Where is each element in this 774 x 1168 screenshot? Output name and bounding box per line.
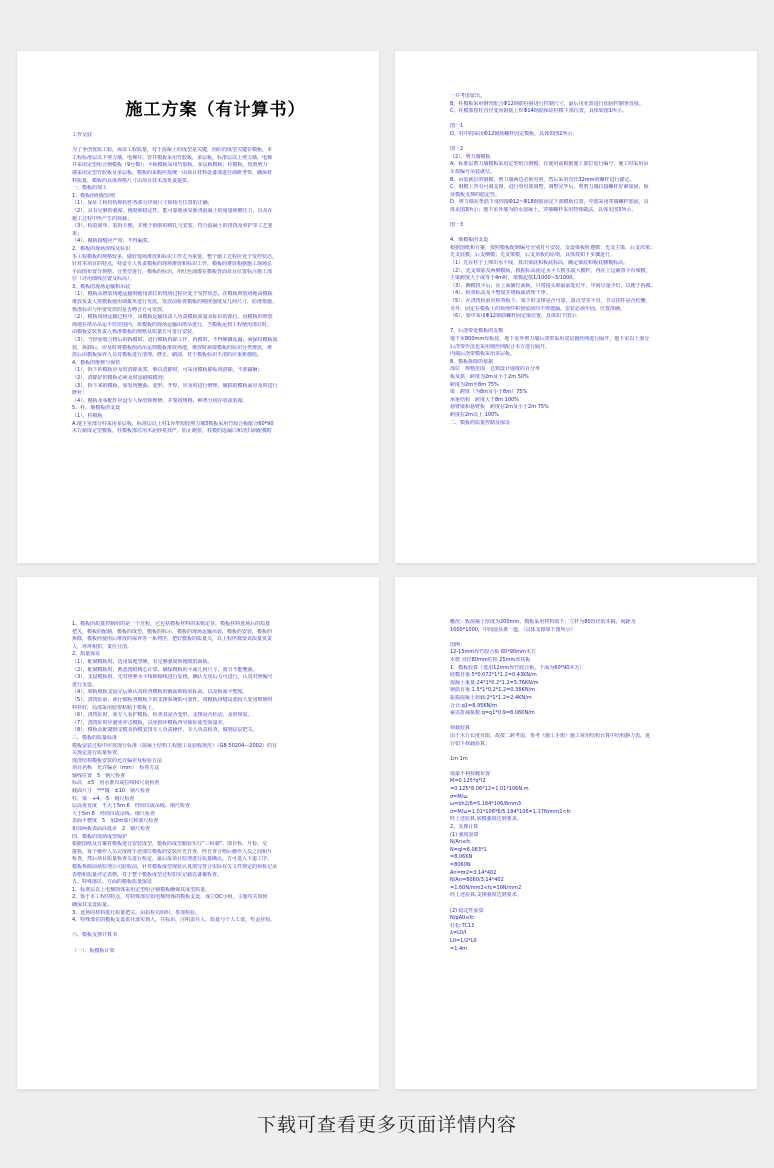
- text-line: 1、标准层以上电梯筒体采用定型组合钢模板确保其成型质量。: [72, 886, 211, 893]
- text-line: =1.60N/mm2<fc=10N/mm2: [450, 884, 522, 891]
- text-line: 井采用定型组合钢模板（9号模）；平板模板采用竹胶板、多层板模板；柱模板，短肢剪力: [72, 162, 268, 169]
- text-line: An=πr2=3.14*402: [450, 869, 497, 876]
- text-line: N/φA0≤fc: [450, 915, 475, 922]
- text-line: （3）、当经验收合格后的拆模时，进行模板拆除工作。拆模时，不得硬撬乱敲，须保持模板质: [72, 337, 278, 344]
- text-line: （2）、剪力墙模板: [450, 153, 491, 160]
- text-line: 工作交底: [72, 132, 93, 138]
- text-line: （3）、拆下来的模板，如发现翘曲、变形、开焊，应及时进行修理，破损的模板面应及时进行: [72, 382, 278, 389]
- text-line: （2）、模板现场运输过程中，由模板运输负责人负责模板质量及标识的部位，因模板的堆放: [72, 314, 273, 321]
- text-line: 承重结构 跨度大于8m 100%: [450, 396, 519, 403]
- text-line: 1000*1000，中间设扶条一道，（具体支撑如下图所示）: [450, 626, 576, 633]
- text-line: 四、模板的现场成型保护: [72, 833, 128, 840]
- text-line: 图一3: [450, 222, 464, 229]
- text-line: （一）、板模板计算: [72, 947, 115, 954]
- text-line: （3）、侧模找平后，在上面铺钉面板，只将接头和最前处钉牢，中间尽量少钉，以便于拆模。: [450, 282, 656, 289]
- text-line: 求；: [72, 230, 83, 237]
- text-line: N=ql=8.063*1: [450, 846, 487, 853]
- text-line: 表面平整度 5 用2m靠尺和塞尺检查: [72, 818, 159, 825]
- text-line: 合计:q1=8.95KN/m: [450, 702, 497, 709]
- text-line: C、钢模上背有可调支撑，进行垂直度调整，调整完毕后，剪剪力墙拉接螺杆好紧加固，保: [450, 184, 649, 191]
- text-line: λ=L0/I: [450, 930, 467, 937]
- text-line: [72, 925, 359, 933]
- text-line: 六、模板支撑计算书: [72, 932, 118, 939]
- document-page-2: [395, 51, 757, 563]
- text-line: A、标准层剪力墙模板采用定型组合钢模，在使用前根据施工部位进行编号，施工时采用吊: [450, 161, 649, 168]
- text-line: 荷载验算: [450, 725, 471, 732]
- text-line: [450, 321, 737, 329]
- text-line: 二、模板的质量控制及保证: [450, 419, 511, 426]
- text-line: 确保其支设质量。: [72, 901, 113, 908]
- text-line: 梁 跨度（为8m及小于8m）75%: [450, 389, 528, 396]
- text-line: 进行支设。: [72, 681, 98, 688]
- text-line: （1）、模板从堆放场地运输到使用部位的现场过程应处于受控状态，在模板堆放场地由模板: [72, 291, 273, 298]
- text-line: （1）先在柱子上弹出水平线，算出梁底和板底标高，确定梁底和板底侧模标高。: [450, 260, 629, 267]
- text-line: 为了争创优质工程，保证工程质量，对于混凝土的成型是关键，而砼的成型关键在模板。本: [72, 147, 273, 154]
- text-line: 混凝土重量:24*1*0.2*1.2=5.76KN/m: [450, 679, 539, 686]
- text-line: 现浇结构模板安装的允许偏差及检验方法: [72, 757, 163, 764]
- text-line: 根据图纸和方案，按照模板配制编号分别对号安装，支设梁板时遵循：先支主梁，后支次梁；: [450, 244, 656, 251]
- text-line: 1、模板的组配原则: [72, 192, 116, 199]
- text-line: 标高 ±5 用水准仪或拉线和尺量检查: [72, 780, 160, 787]
- text-line: （1）、柱模板: [72, 412, 103, 419]
- text-line: (2) 稳定性验算: [450, 907, 484, 914]
- text-line: （2）、先支梁底及两侧模板，根据标高固定水平大楞木或大横杆，再在上边铺置平台梁模，: [450, 267, 651, 274]
- text-line: [450, 763, 737, 771]
- text-line: 钢筋自重:1.5*1*0.2*1.2=0.36KN/m: [450, 687, 536, 694]
- text-line: M=0.125*q*l2: [450, 778, 486, 785]
- text-line: [72, 940, 359, 948]
- text-line: 经上述验算,支撑强度达到要求。: [450, 892, 522, 899]
- text-line: 五、特殊部位、方面的模板质量保证: [72, 879, 153, 886]
- text-line: （1）、拆下的模板应及时清除灰浆，难以清除时，可采用模板除垢剂清除，不准敲砸；: [72, 367, 263, 374]
- text-line: 2、模板的现场放线及标识: [72, 245, 131, 252]
- text-line: 检查，然后项目质量检查员进行检定，最后报项目监理进行质量确认，方可进入下道工序。: [72, 856, 273, 863]
- text-line: 拆除，模板经使用后堆放的保养等一系列序，把好模板的质量关，以上程序都要该质量负责: [72, 636, 273, 643]
- text-line: （2）、配制模板时，熟悉图纸精心计算，确保模板的平面几何尺寸，而且不能翘曲。: [72, 666, 258, 673]
- text-line: 图一2: [450, 146, 464, 153]
- text-line: （7）、浇筑砼时应避免冲击模板，以免损坏模板再导致砼成型质量差。: [72, 719, 228, 726]
- text-line: 柱、梁 +4，-5 钢尺检查: [72, 795, 135, 802]
- text-line: （6）、浇筑砼时，须专人看护模板，检查其是否变形，支撑是否松动，及时恢复。: [72, 712, 253, 719]
- page-2-text: [450, 93, 737, 427]
- text-line: 行如下荷载验算：: [450, 740, 491, 747]
- text-line: 大于5m 8 经纬仪或吊线、钢尺检查: [72, 810, 155, 817]
- text-line: 先支底模，后支侧模；先支梁模，后支顶板的原则，具体按如下步骤进行。: [450, 252, 616, 259]
- text-line: 状，拆卸后，应及时将模板组而吊运到模板堆放场地，堆放时须按模板的标识分类堆放，堆: [72, 344, 273, 351]
- text-line: 振捣混凝土荷载:2*1*1.2=2.4KN/m: [450, 694, 532, 701]
- page-1-text: [72, 132, 359, 436]
- text-line: 料质量，模板的具体规格尺寸由项目技术部负责提供。: [72, 177, 193, 184]
- text-line: A.地下室部分柱采用多层板，标准层以上柱1异形短肢剪力墙3模板采用竹胶合板配合60*90: [72, 420, 274, 427]
- text-line: 部位 规格范围 达到设计强度的百分率: [450, 366, 541, 373]
- text-line: 针对本项目的特点，特设专人负责模板的现场堆放和标识工作，模板的堆放根据施工现场总: [72, 261, 273, 268]
- download-more-link[interactable]: 下载可查看更多页面详情内容: [256, 1114, 517, 1136]
- text-line: D、剪力墙在垫筋下部焊接Φ12~Φ18钢筋固定下部模板位置，中部采用穿墙螺杆加固，具: [450, 199, 649, 206]
- text-line: 证模板支撑的稳定性。: [450, 191, 501, 198]
- text-line: （4）、检查标高及平整度并将板面清理干净。: [450, 290, 551, 297]
- text-line: 平面图布置分规格、分类型进行，模板的标识，用红色油漆在模板背面显目位置标注施工部: [72, 268, 273, 275]
- text-line: （1）、配制模板时，选用质地坚硬，有足够强度和刚度的面板。: [72, 658, 213, 665]
- text-line: 放后由模板保养人员对模板进行清理、修正、刷油，对于模板标识不清的应重新描绘。: [72, 352, 263, 359]
- text-line: 模板拆除前须监理公司验收前，针对模板成型现状认真填写符合实际有关文件规定的预检记录: [72, 864, 278, 870]
- text-line: 施工过程中所产生的荷载；: [72, 215, 133, 222]
- text-line: 7、后浇带处模板的支模: [450, 328, 504, 335]
- text-line: 表格和质量评定表格，对于整个模板成型过程如实记载以备案检查。: [72, 871, 223, 878]
- text-line: （5）、浇筑砼前，须仔细检查模板下的支撑系统的可靠性，将模板拼缝局部较大处用玻璃材: [72, 696, 273, 703]
- text-line: 杠松:TC13: [450, 922, 475, 929]
- text-line: 4、特殊部位的模板支设责任落实到人，并标识，注明责任人，质量与个人工资，奖金挂钩。: [72, 917, 276, 924]
- text-line: （2）、清除好的模板必须及时涂刷脱模剂；: [72, 375, 168, 381]
- text-line: 1、模板验算（选用12mm厚竹胶合板，下面为60*90木方）: [450, 664, 585, 671]
- text-line: =8060N: [450, 862, 471, 868]
- text-line: 把关，模板的配制，模板的成型，模板的标示，模板的现场运输吊装，模板的安装，模板的: [72, 628, 273, 635]
- text-line: （8）、模板从配制到支模及拆模安排专人负责操作，专人负责检查，做到层层把关。: [72, 727, 258, 734]
- text-line: 接检，每个操作人员完成班手还部位模板的安装应先自查，经自查合格后操作人员之间相互: [72, 848, 273, 855]
- text-line: 后浇带作法也采用钢丝网配合木方进行隔开。: [450, 343, 551, 350]
- page-1-content: [72, 95, 359, 436]
- text-line: 木楞 直径80mm杠检 25mm厚扶板: [450, 656, 531, 663]
- text-line: 主梁跨度大于或等于4m时，梁模起拱1/1000~3/1000。: [450, 275, 578, 282]
- text-line: 板及拱 跨度为2m及小于2m 50%: [450, 373, 529, 380]
- text-line: 12-15mm厚竹胶合板 60*90mm木方: [450, 649, 536, 656]
- text-line: C、柱模部按柱直径变向钢筋上焊Φ14钢筋保证柱模下部位置，具体如图1所示。: [450, 108, 627, 115]
- text-line: 一并考虑留出。: [450, 93, 486, 99]
- text-line: 工程标准层以下剪力墙、电梯井、管井模板采用竹胶板，多层板，标准层以上剪力墙、电梯: [72, 154, 273, 161]
- text-line: [450, 718, 737, 726]
- text-line: 修补；: [72, 390, 88, 397]
- text-line: ω=bh2/6=5.184*106/6mm3: [450, 801, 522, 808]
- text-line: =1.4m: [450, 945, 468, 952]
- text-line: 4、梁模板的支设: [450, 237, 489, 244]
- text-line: 截面尺寸 ***墙 ±10 钢尺检查: [72, 788, 151, 795]
- text-line: L0=1/2*L0: [450, 937, 477, 944]
- text-line: 经上述验算,底模强度达到要求。: [450, 816, 522, 823]
- text-line: （4）、梁板模板支设完后须认真检查模板的截面和板底标高，以及板面平整度。: [72, 689, 248, 696]
- text-line: [450, 634, 737, 642]
- text-line: 3、选场的材料进行质量把关，由质检员组织，参加检验。: [72, 909, 201, 916]
- text-line: 1m 1m: [450, 755, 468, 762]
- text-line: σ=M/ω: [450, 793, 468, 800]
- text-line: 堆放负责人按模板使用调拨单进行发放，发放前检查模板的刚度强度及几何尺寸，防滑措施、: [72, 299, 278, 306]
- text-line: 本工程模板的规格较多，做好现场堆放和标识工作尤为重要，整个施工过程应处于受控状态，: [72, 253, 278, 260]
- page-2-content: [450, 93, 737, 427]
- text-line: 三、模板的质量标准: [72, 734, 118, 741]
- text-line: 地下室800mm厚板底，地下室外剪力墙后浇带采用双层钢丝网进行隔开，地下室以上部分: [450, 336, 650, 342]
- text-line: （4）、模板接缝应严密，不得漏浆。: [72, 238, 153, 245]
- text-line: 项目名称 允许偏差（mm） 检查方法: [72, 765, 160, 772]
- text-line: 5、柱、墙模板的支设: [72, 405, 121, 412]
- text-line: B、柱模板采用钢管配合Φ12钢筋柱箍进行控制尺寸，最后用花篮进行加固控制垂直度。: [450, 100, 644, 107]
- text-line: 内墙后浇带模板采用多层板。: [450, 351, 516, 358]
- text-line: （3）、支设模板时，先对照弹水平线和轴线进行复核，确认无误后方可进行，认真对照编号: [72, 674, 273, 681]
- text-line: 另外，固定在模板上的预埋件和预留洞均不得遗漏，安装必须牢固，位置准确。: [450, 305, 626, 312]
- text-line: D、柱中间采用Φ12钢筋螺杆固定模板，具体如图2所示。: [450, 130, 578, 137]
- text-line: 位（详用细线位置及标高）。: [72, 276, 135, 283]
- text-line: 由模板安装负责人核准模板的规格及质量方可进行安装。: [72, 329, 198, 336]
- text-line: 乘以折减系数:q=q1*0.9=8.06KN/m: [450, 710, 535, 717]
- text-line: 场地在塔吊吊运半径范围内，故模板的现场运输由塔吊进行，当模板运到工程使用部位时，: [72, 321, 273, 328]
- text-line: 相邻两板表面高低差 2 钢尺检查: [72, 826, 151, 833]
- text-line: 悬臂梁和悬臂板 跨度在2m及小于2m 75%: [450, 404, 549, 411]
- text-line: [450, 116, 737, 124]
- text-line: 图例：: [450, 641, 466, 648]
- text-line: （4）、模板及零配件应设专人保管和维修，并要按规格、种类分别存放或装箱。: [72, 397, 248, 404]
- text-line: σ=M/ω=1.01*106*6/5.184*106=1.17N/mm2<fc: [450, 808, 572, 815]
- text-line: 人，环环相扣，责任分清。: [72, 643, 133, 650]
- text-line: 轴线位置 5 钢尺检查: [72, 772, 126, 779]
- text-line: （1）、保证工程结构和构件各部分序间尺寸和相互位置的正确；: [72, 200, 213, 207]
- text-line: （3）、构造简单，装拆方便，并便于钢筋的绑扎与安装，符合混凝土的浇筑及养护等工艺要: [72, 223, 273, 230]
- text-line: [450, 900, 737, 908]
- text-line: 根据图纸及方案对模板进行安装成型，模板的成型跟验实行“三检制”，即自检、互检、交: [72, 841, 268, 848]
- text-line: 墙采用定型竹胶板及多层板。模板的采购应按统一由项目材料设备部进行调研考察，确保材: [72, 169, 273, 176]
- text-line: 由于木方长度有限，故按二跨考虑，参考《施工手册》施工常用结构计算中结构静力表，进: [450, 732, 651, 739]
- page-4-content: [450, 619, 737, 953]
- text-line: 一、模板的加工: [72, 185, 108, 192]
- text-line: 层高垂直度 不大于5m 6 经纬仪或吊线、钢尺检查: [72, 803, 190, 810]
- text-line: （2）、具有足够的强度、刚度和稳定性，能可靠地承受新浇混凝土的重量和侧压力，以及在: [72, 207, 273, 214]
- text-line: 概况：板混凝土厚度为200mm，模板采用材料如下：立杆为80直径的木棍，间距为: [450, 619, 636, 625]
- text-line: 关规定进行质量检查。: [72, 750, 123, 757]
- text-line: N/An≤fc: [450, 839, 471, 846]
- text-line: 模板安装过程中应按现行标准《混凝土结构工程施工及验收规范》（GB 50204—2002）的有: [72, 742, 278, 749]
- text-line: =0.125*8.06*12=1.01*106N.m: [450, 786, 529, 793]
- text-line: （5）、在浇筑检前应检查板下、梁下的支撑是否可靠，落点坚实平直，节点扣件是否松懈，: [450, 298, 651, 305]
- text-line: 车按编号吊装就位。: [450, 168, 496, 175]
- text-line: [450, 215, 737, 223]
- text-line: 2、质量保证: [72, 651, 101, 658]
- text-line: 木方制成定型模板，柱模板部位用木泥砂浆找严，防止跑浆，柱模的选漏口和清扫洞配模时: [72, 428, 273, 435]
- text-line: 4、模板的维修与保管: [72, 359, 121, 366]
- text-line: N/An=8060/3.14*402: [450, 877, 504, 884]
- document-page-3: [17, 577, 379, 1089]
- text-line: 2、鉴于本工程的特点，对特殊部位如电梯筒体的模板支设，成立QC小组，主题攻关如何: [72, 894, 268, 901]
- document-page-1: [17, 51, 379, 563]
- text-line: [450, 139, 737, 147]
- text-line: 8、模板拆除的依据: [450, 358, 494, 365]
- text-line: [450, 748, 737, 756]
- page-4-text: [450, 619, 737, 953]
- text-line: 底模自重:5*0.072*1*1.2=0.43KN/m: [450, 672, 537, 679]
- text-line: 体见图3所示；地下室外墙为防水混凝土，穿墙螺杆采用特殊做法，具体见图3所示。: [450, 206, 637, 213]
- text-line: =8.06KN: [450, 854, 473, 861]
- text-line: 料补好，局部采用胶带粘贴于模板上。: [72, 704, 158, 711]
- text-line: 图一1: [450, 123, 464, 130]
- text-line: 跨度在2m以上 100%: [450, 411, 499, 418]
- text-line: [72, 140, 359, 148]
- page-3-content: [72, 621, 359, 955]
- text-line: [450, 230, 737, 238]
- text-line: (1) 强度验算: [450, 831, 479, 838]
- page-3-text: [72, 621, 359, 955]
- text-line: B、吊装就位的钢模，剪力墙两边必须对照，然后采用直径32mm的螺杆进行锚定。: [450, 176, 635, 183]
- text-line: 3、模板的现场运输和吊装: [72, 283, 131, 290]
- text-line: 核准标识与所要发放的是否吻合方可发放。: [72, 306, 168, 313]
- text-line: 按最不利荷载布置: [450, 770, 491, 777]
- document-title: 施工方案（有计算书）: [125, 100, 306, 120]
- text-line: 1、模板的质量控制组的是一个过程，它包括模板材料的采购定货，模板材料进场后的质量: [72, 621, 271, 627]
- text-line: 2、支撑计算: [450, 824, 479, 831]
- text-line: （6）、梁中采用Φ12钢筋螺杆固定梁位置，具体如下图示：: [450, 313, 581, 320]
- text-line: 跨度为2m至8m 75%: [450, 381, 499, 388]
- document-page-4: [395, 577, 757, 1089]
